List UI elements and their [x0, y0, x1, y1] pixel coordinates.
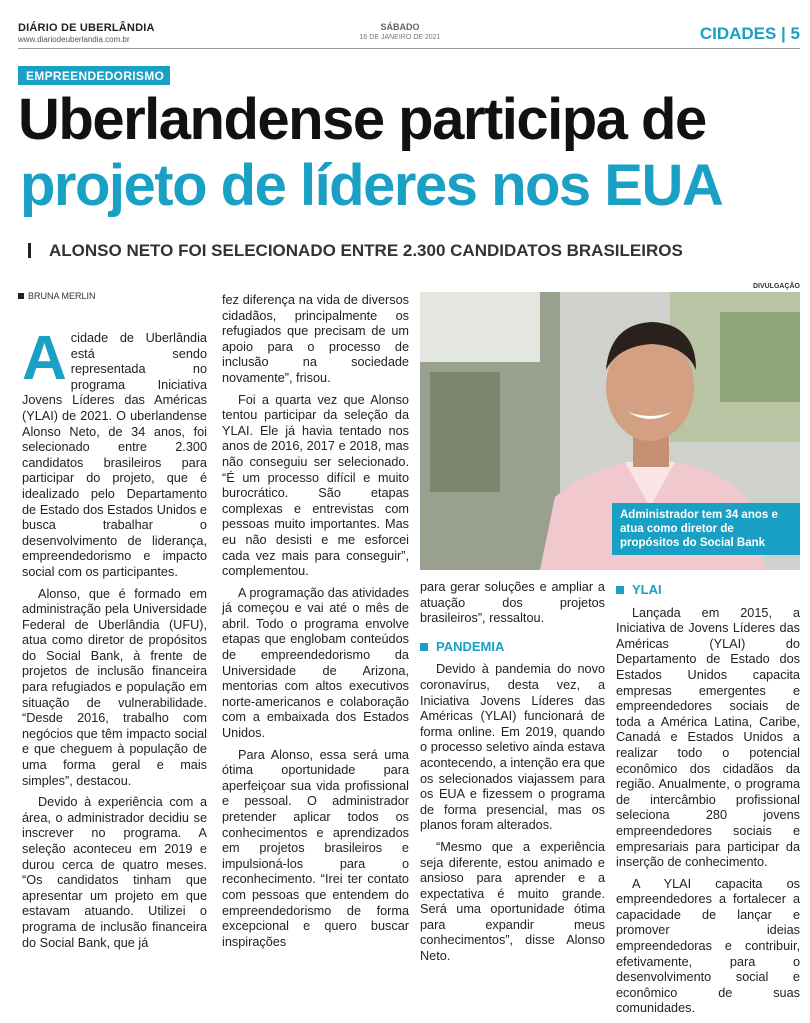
paragraph: fez diferença na vida de diversos cidadãos, principalmente os refugiados que precisam de um apoio para o processo de inclusão na sociedade novamente”, frisou. — [222, 293, 409, 385]
paragraph: Lançada em 2015, a Iniciativa de Jovens Líderes das Américas (YLAI) do Departamento de Estado dos Estados Unidos capacita empresas emergentes e empreendedores sociais de toda a América Latina, Caribe, Canadá e Estados Unidos a realizar todo o potencial econômico dos cidadãos da região. Anualmente, o programa de intercâmbio profissional seleciona 280 jovens empreendedores sociais e empresariais para participar da inserção de conhecimento. — [616, 605, 800, 870]
paragraph: “Mesmo que a experiência seja diferente, estou animado e ansioso para aprender e a expectativa é muito grande. Será uma oportunidade ótima para expandir meus conhecimentos”, disse Alonso Neto. — [420, 839, 605, 964]
headline-line-1: Uberlandense participa de — [18, 87, 706, 152]
article-column-4 — [616, 580, 800, 1023]
subheadline — [28, 241, 683, 261]
paragraph: Alonso, que é formado em administração pela Universidade Federal de Uberlândia (UFU), atua como diretor de propósitos do Social Bank, à frente de projetos de inclusão financeira para refugiados e população em situação de vulnerabilidade. “Desde 2016, trabalho com negócios que têm impacto social e que cheguem à população de uma forma geral e mais simples”, destacou. — [22, 586, 207, 788]
photo-credit: DIVULGAÇÃO — [752, 283, 800, 290]
paragraph: Acidade de Uberlândia está sendo representada no programa Iniciativa Jovens Líderes das Américas (YLAI) de 2021. O uberlandense Alonso Neto, de 34 anos, foi selecionado entre 2.300 candidatos brasileiros para participar do projeto, que é idealizado pelo Departamento de Estado dos Estados Unidos e busca trabalhar o desenvolvimento de liderança, empreendedorismo e impacto social com os participantes. — [22, 324, 207, 579]
author-name: BRUNA MERLIN — [28, 291, 96, 301]
headline-line-2: projeto de líderes nos EUA — [20, 153, 723, 218]
date-block — [330, 22, 470, 41]
section-page-label: CIDADES | 5 — [699, 24, 800, 43]
subhead-square-icon — [420, 643, 428, 651]
weekday: SÁBADO — [380, 22, 420, 32]
paragraph: Foi a quarta vez que Alonso tentou participar da seleção da YLAI. Ele já havia tentado nos anos de 2016, 2017 e 2018, mas não conseguiu ser selecionado. “É um processo difícil e muito burocrático. São etapas complexas e entrevistas com pessoas muito importantes. Mas eu não desisti e me esforcei cada vez mais para conseguir”, complementou. — [222, 392, 409, 579]
paragraph: para gerar soluções e ampliar a atuação dos projetos brasileiros”, ressaltou. — [420, 580, 605, 626]
article-column-1 — [22, 324, 207, 957]
subheadline-bar — [28, 243, 31, 258]
subhead-ylai: YLAI — [616, 582, 800, 598]
newspaper-name: DIÁRIO DE UBERLÂNDIA — [18, 22, 155, 34]
masthead — [18, 22, 155, 44]
paragraph: Para Alonso, essa será uma ótima oportunidade para aperfeiçoar sua vida profissional e pessoal. O administrador pretender aplicar todos os conhecimentos e aprendizados em projetos brasileiros e impulsioná-los para o reconhecimento. “Irei ter contato com pessoas que entendem do empreendedorismo de forma excepcional e quero buscar inspirações — [222, 747, 409, 949]
paragraph: Devido à pandemia do novo coronavírus, desta vez, a Iniciativa Jovens Líderes das Américas (YLAI) funcionará de forma online. Em 2019, quando o processo seletivo ainda estava acontecendo, a intenção era que os selecionados viajassem para os EUA e fizessem o programa de forma presencial, mas os planos foram alterados. — [420, 662, 605, 833]
article-column-3 — [420, 580, 605, 971]
photo-caption: Administrador tem 34 anos e atua como diretor de propósitos do Social Bank — [612, 503, 800, 555]
article-column-2 — [222, 293, 409, 956]
top-rule — [18, 48, 800, 49]
subhead-square-icon — [616, 586, 624, 594]
paragraph: A programação das atividades já começou e vai até o mês de abril. Todo o programa envolve etapas que englobam conteúdos de empreendedorismo da Universidade de Arizona, mentorias com altos executivos norte-americanos e colaboração com a embaixada dos Estados Unidos. — [222, 585, 409, 741]
byline — [18, 291, 96, 301]
paragraph: A YLAI capacita os empreendedores a fortalecer a capacidade de lançar e promover ideias empreendedoras e contribuir, efetivamente, para o desenvolvimento social e econômico de suas comunidades. — [616, 876, 800, 1016]
kicker-label: EMPREENDEDORISMO — [18, 66, 170, 85]
byline-square-icon — [18, 293, 24, 299]
subhead-pandemia: PANDEMIA — [420, 639, 605, 655]
newspaper-url[interactable]: www.diariodeuberlandia.com.br — [18, 35, 130, 44]
paragraph: Devido à experiência com a área, o administrador decidiu se inscrever no programa. A seleção aconteceu em 2019 e durou cerca de quatro meses. “Os candidatos tinham que apresentar um projeto em que estavam atuando. Utilizei o programa de inclusão financeira do Social Bank, que já — [22, 795, 207, 950]
subheadline-text: ALONSO NETO FOI SELECIONADO ENTRE 2.300 CANDIDATOS BRASILEIROS — [49, 241, 683, 260]
dropcap: A — [22, 324, 67, 393]
issue-date: 16 DE JANEIRO DE 2021 — [359, 34, 441, 41]
